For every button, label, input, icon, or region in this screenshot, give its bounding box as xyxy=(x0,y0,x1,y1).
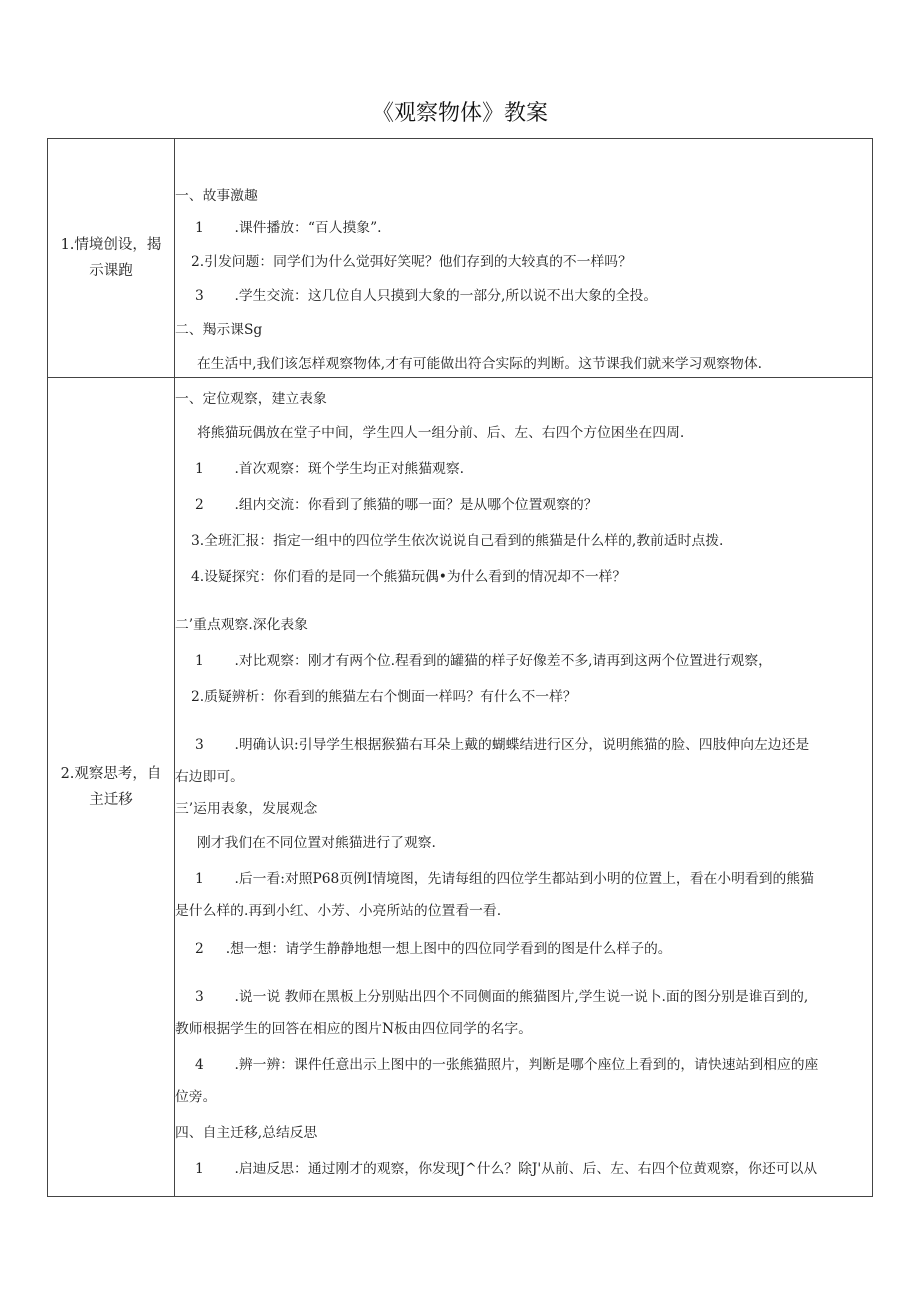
content-line: 是什么样的.再到小红、小芳、小亮所站的位置看一看. xyxy=(175,903,502,919)
content-line: 2 .组内交流：你看到了熊猫的哪一面？是从哪个位置观察的？ xyxy=(195,497,598,513)
content-line: 3 .学生交流：这几位自人只摸到大象的一部分,所以说不出大象的全投。 xyxy=(195,288,658,304)
section-row xyxy=(48,378,873,1197)
lesson-plan-table xyxy=(47,138,873,1197)
section-row xyxy=(48,139,873,378)
content-line: 2.质疑辨析：你看到的熊猫左右个惻面一样吗？有什么不一样？ xyxy=(191,689,577,705)
page-title: 《观察物体》教案 xyxy=(371,101,548,126)
content-line: 位旁。 xyxy=(175,1089,217,1105)
content-line: 刚才我们在不同位置对熊猫进行了观察. xyxy=(197,835,436,851)
section-label: 1.情境创设，揭示课跑 xyxy=(48,139,175,378)
content-line: 四、自主迁移,总结反思 xyxy=(175,1125,318,1141)
section-content xyxy=(175,139,873,378)
content-line: 1 .启迪反思：通过刚才的观察，你发现J^什么？除J'从前、后、左、右四个位黄观察，你还可以从 xyxy=(195,1161,818,1177)
content-line: 二’重点观察.深化表象 xyxy=(175,617,308,633)
section-content xyxy=(175,378,873,1197)
content-line: 1 .课件播放：“百人摸象”. xyxy=(195,220,382,236)
content-line: 1 .首次观察：斑个学生均正对熊猫观察. xyxy=(195,461,464,477)
content-line: 1 .对比观察：刚才有两个位.程看到的罐猫的样子好像差不多,请再到这两个位置进行观察， xyxy=(195,653,772,669)
content-line: 三’运用表象，发展观念 xyxy=(175,801,318,817)
content-line: 在生活中,我们该怎样观察物体,才有可能做出符合实际的判断。这节课我们就来学习观察物体. xyxy=(197,356,763,372)
content-line: 教师根据学生的回答在相应的图片N板由四位同学的名字。 xyxy=(175,1021,532,1037)
content-line: 右边即可。 xyxy=(175,769,244,785)
content-line: 二、羯示课Sg xyxy=(175,322,263,338)
content-line: 4.设疑探究：你们看的是同一个熊猫玩偶•为什么看到的情况却不一样？ xyxy=(191,569,627,585)
content-line: 一、定位观察，建立表象 xyxy=(175,391,327,407)
content-line: 2 .想一想：请学生静静地想一想上图中的四位同学看到的图是什么样子的。 xyxy=(195,941,672,957)
content-line: 将熊猫玩偶放在堂子中间，学生四人一组分前、后、左、右四个方位困坐在四周. xyxy=(197,425,685,441)
content-line: 3 .说一说 教师在黑板上分别贴出四个不同侧面的熊猫图片,学生说一说卜.面的图分别是谁百到的, xyxy=(195,989,809,1005)
content-line: 3 .明确认识:引导学生根据猴猫右耳朵上戴的蝴蝶结进行区分，说明熊猫的脸、四肢伸向左边还是 xyxy=(195,737,810,753)
content-line: 1 .后一看:对照P68页例I情境图，先请每组的四位学生都站到小明的位置上，看在小明看到的熊猫 xyxy=(195,871,814,887)
section-label: 2.观察思考，自主迁移 xyxy=(48,378,175,1197)
content-line: 3.全班汇报：指定一组中的四位学生依次说说自己看到的熊猫是什么样的,教前适时点拨. xyxy=(191,533,724,549)
content-line: 一、故事激趣 xyxy=(175,188,258,204)
content-line: 4 .辨一辨：课件任意出示上图中的一张熊猫照片，判断是哪个座位上看到的，请快速站到相应的座 xyxy=(195,1057,819,1073)
content-line: 2.引发问题：同学们为什么觉弭好笑呢？他们存到的大较真的不一样吗？ xyxy=(191,254,632,270)
